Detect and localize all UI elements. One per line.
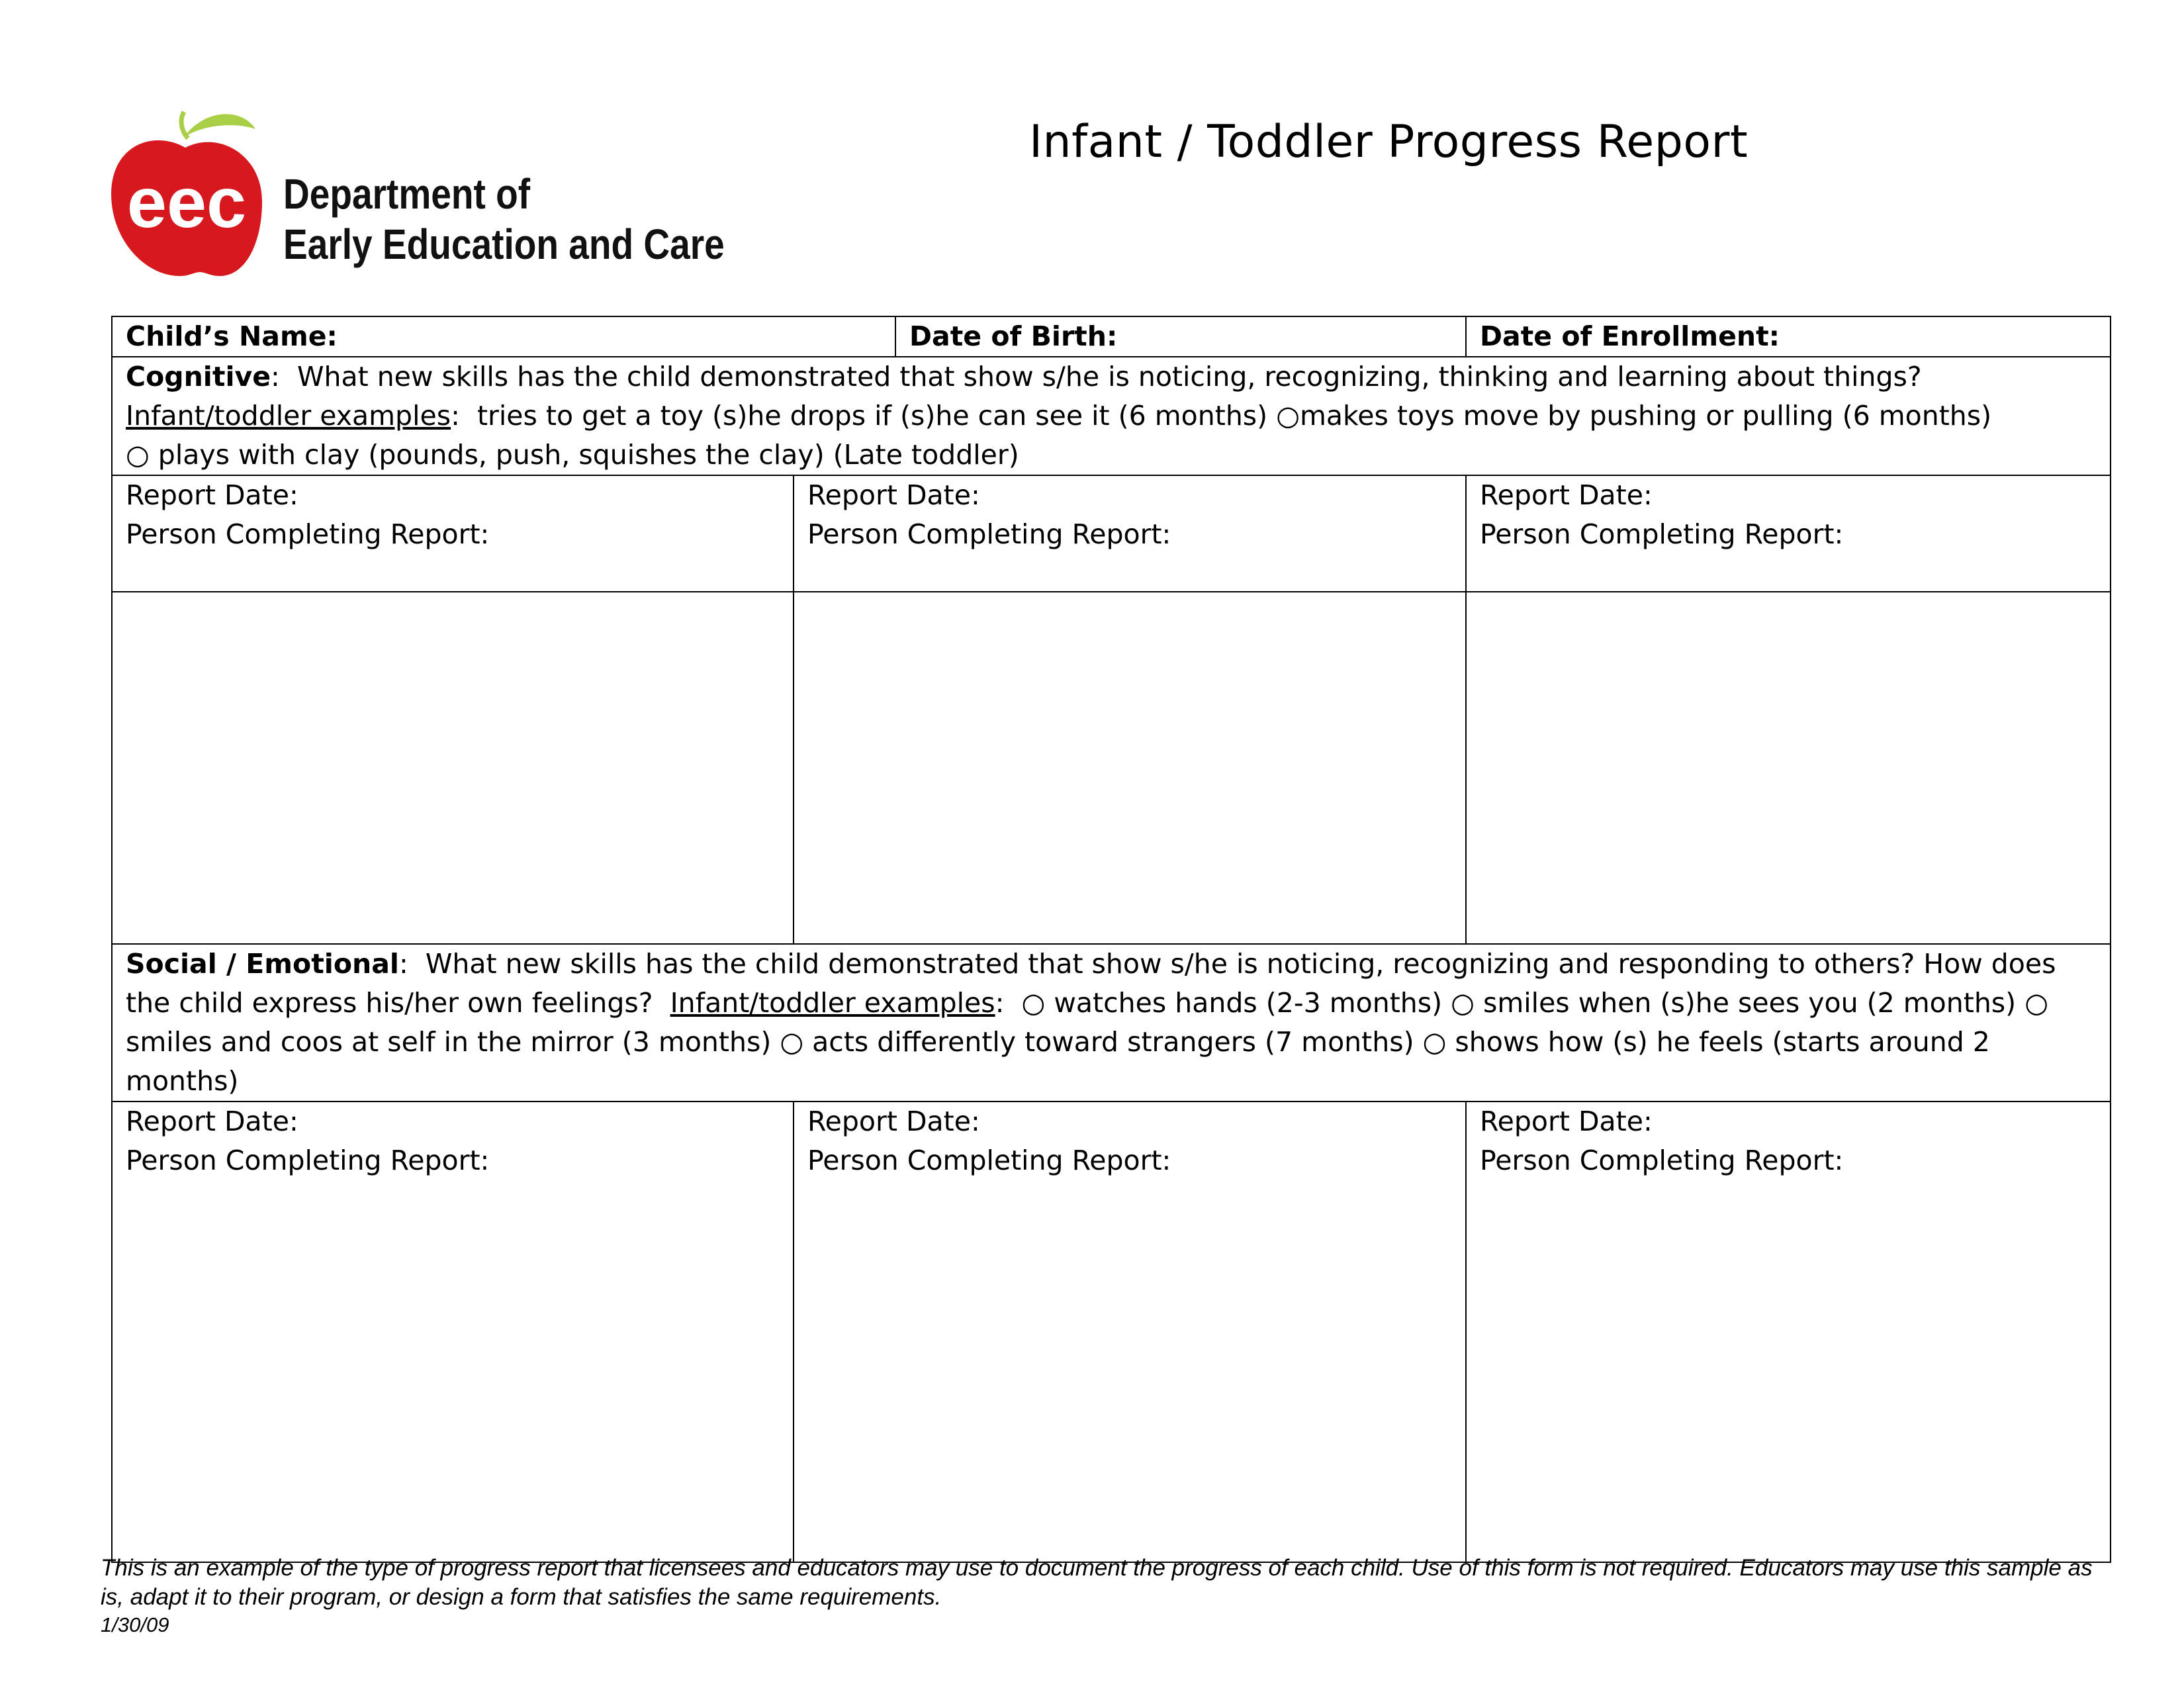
cognitive-section-row [112, 357, 2111, 475]
cognitive-report-2-header[interactable] [794, 475, 1466, 592]
report-date-label: Report Date: [807, 1105, 980, 1137]
agency-name-line2: Early Education and Care [283, 220, 725, 268]
cognitive-report-1-header[interactable] [112, 475, 794, 592]
cognitive-examples-line2: ○ plays with clay (pounds, push, squishes the clay) (Late toddler) [126, 439, 1019, 471]
social-question: What new skills has the child demonstrated that show s/he is noticing, recognizing and responding to others? How does the child express his/her own feelings? [126, 948, 2056, 1019]
agency-name [283, 169, 725, 269]
person-completing-label: Person Completing Report: [1480, 518, 1844, 550]
cognitive-examples-label: Infant/toddler examples [126, 400, 451, 432]
date-of-enrollment-cell[interactable] [1466, 316, 2111, 357]
child-name-cell[interactable] [112, 316, 895, 357]
footer-date: 1/30/09 [101, 1613, 169, 1636]
child-info-row [112, 316, 2111, 357]
cognitive-notes-3[interactable] [1466, 592, 2111, 944]
social-report-row [112, 1102, 2111, 1562]
social-report-3[interactable] [1466, 1102, 2111, 1562]
person-completing-label: Person Completing Report: [807, 518, 1171, 550]
report-date-label: Report Date: [126, 479, 298, 511]
report-date-label: Report Date: [126, 1105, 298, 1137]
cognitive-report-header-row [112, 475, 2111, 592]
date-of-enrollment-label: Date of Enrollment: [1480, 320, 1780, 352]
cognitive-notes-row [112, 592, 2111, 944]
cognitive-report-3-header[interactable] [1466, 475, 2111, 592]
social-examples: ○ watches hands (2-3 months) ○ smiles when (s)he sees you (2 months) ○ smiles and coos at self in the mirror (3 months) ○ acts differently toward strangers (7 months) ○ shows how (s) he feels (starts around 2 months) [126, 987, 2048, 1097]
eec-logo [106, 103, 728, 285]
cognitive-description: Cognitive: What new skills has the child demonstrated that show s/he is noticing, recognizing, thinking and learning about things? Infant/toddler examples: tries to get a toy (s)he drops if (s)he can see it (6 months) ○makes toys move by pushing or pulling (6 months) ○ plays with clay (pounds, push, squishes the clay) (Late toddler) [112, 357, 2111, 475]
progress-report-form [111, 316, 2111, 1563]
child-name-label: Child’s Name: [126, 320, 338, 352]
person-completing-label: Person Completing Report: [126, 518, 490, 550]
social-examples-label: Infant/toddler examples [670, 987, 995, 1019]
cognitive-notes-2[interactable] [794, 592, 1466, 944]
date-of-birth-label: Date of Birth: [909, 320, 1118, 352]
person-completing-label: Person Completing Report: [807, 1145, 1171, 1176]
report-date-label: Report Date: [1480, 1105, 1653, 1137]
social-report-1[interactable] [112, 1102, 794, 1562]
date-of-birth-cell[interactable] [895, 316, 1466, 357]
person-completing-label: Person Completing Report: [126, 1145, 490, 1176]
report-date-label: Report Date: [807, 479, 980, 511]
cognitive-heading: Cognitive [126, 361, 271, 393]
agency-name-line1: Department of [283, 170, 531, 218]
cognitive-question: What new skills has the child demonstrated that show s/he is noticing, recognizing, thinking and learning about things? [296, 361, 1922, 393]
footer-note: This is an example of the type of progress report that licensees and educators may use to document the progress of each child. Use of this form is not required. Educators may use this sample as is, adapt it to their program, or design a form that satisfies the same requirements. [101, 1555, 2093, 1610]
logo-mark-text: eec [126, 162, 247, 242]
apple-logo-icon [106, 103, 265, 285]
page-title: Infant / Toddler Progress Report [1029, 116, 1749, 168]
social-heading: Social / Emotional [126, 948, 399, 980]
social-description: Social / Emotional: What new skills has the child demonstrated that show s/he is noticing, recognizing and responding to others? How does the child express his/her own feelings? Infant/toddler examples: ○ watches hands (2-3 months) ○ smiles when (s)he sees you (2 months) ○ smiles and coos at self in the mirror (3 months) ○ acts differently toward strangers (7 months) ○ shows how (s) he feels (starts around 2 months) [112, 944, 2111, 1102]
report-date-label: Report Date: [1480, 479, 1653, 511]
social-report-2[interactable] [794, 1102, 1466, 1562]
cognitive-examples-line1: tries to get a toy (s)he drops if (s)he can see it (6 months) ○makes toys move by pushing or pulling (6 months) [477, 400, 1992, 432]
person-completing-label: Person Completing Report: [1480, 1145, 1844, 1176]
social-section-row [112, 944, 2111, 1102]
cognitive-notes-1[interactable] [112, 592, 794, 944]
